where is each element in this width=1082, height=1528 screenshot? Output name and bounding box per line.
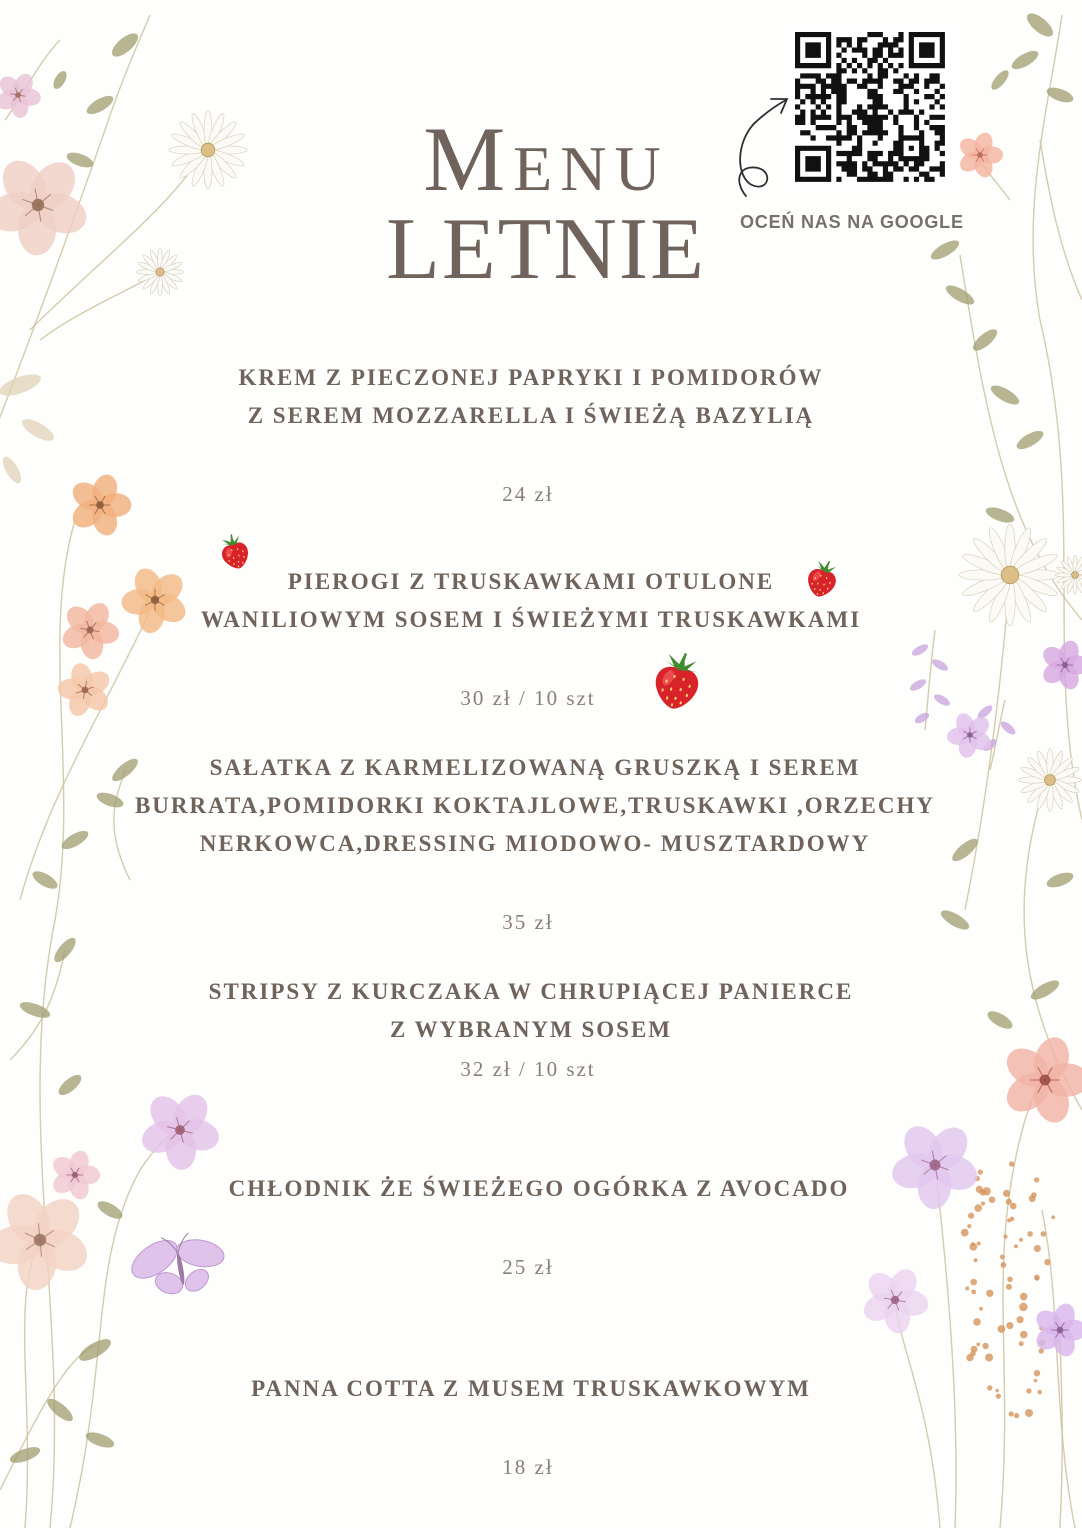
leaf [988,68,1011,93]
dried-sprig [1006,1322,1013,1329]
flower-center [15,92,21,98]
dried-sprig [1003,1235,1007,1239]
watercolor-flower [137,1088,222,1170]
dried-sprig [1014,1244,1018,1248]
leaf [1009,47,1041,72]
menu-item-name-line: Z WYBRANYM SOSEM [389,1017,673,1042]
menu-item-3-name [4,749,1066,863]
menu-item-name-line: NERKOWCA,DRESSING MIODOWO- MUSZTARDOWY [199,831,871,856]
menu-item-6-name [0,1370,1062,1408]
flower-center [1062,662,1068,668]
flower-center [175,1125,185,1135]
dried-sprig [1020,1331,1028,1339]
menu-item-2-name [0,563,1062,639]
watercolor-flower [0,70,42,119]
leaf [51,69,70,91]
dried-sprig [1020,1293,1028,1301]
menu-item-2-price: 30 zł / 10 szt [460,686,596,710]
dried-sprig [982,1343,988,1349]
leaf [910,642,930,658]
menu-item-1-price: 24 zł [502,482,554,506]
daisy-center [1072,572,1079,579]
dried-sprig [968,1213,974,1219]
menu-item-3-price: 35 zł [502,910,554,934]
review-google-label: OCEŃ NAS NA GOOGLE [740,212,964,232]
dried-sprig [973,1318,981,1326]
dried-sprig [1014,1413,1019,1418]
menu-item-name-line: Z SEREM MOZZARELLA I ŚWIEŻĄ BAZYLIĄ [247,403,815,428]
strawberry-stem [683,653,686,663]
dried-sprig [1041,1231,1047,1237]
menu-title: Menu [423,108,669,210]
dried-sprig [1019,1238,1023,1242]
menu-item-name-line: KREM Z PIECZONEJ PAPRYKI I POMIDORÓW [238,365,824,390]
flower-center [930,1160,941,1171]
dried-sprig [971,1242,975,1246]
menu-item-name-line: PIEROGI Z TRUSKAWKAMI OTULONE [287,569,775,594]
dried-sprig [986,1290,993,1297]
menu-item-name-line: BURRATA,POMIDORKI KOKTAJLOWE,TRUSKAWKI ,ORZECHY [134,793,936,818]
dried-sprig [1025,1409,1033,1417]
leaf [1023,9,1057,40]
dried-sprig [1019,1303,1027,1311]
flower-stem [895,1300,940,1528]
dried-sprig [971,1290,976,1295]
leaf [30,868,60,892]
dried-sprig [1051,1215,1055,1219]
menu-item-5-price: 25 zł [502,1255,554,1279]
menu-item-1-name [0,359,1062,435]
menu-item-4-name [0,973,1062,1049]
dried-sprig [967,1224,971,1228]
dried-sprig [965,1286,969,1290]
dried-sprig [985,1354,993,1362]
dried-sprig [998,1325,1006,1333]
dried-sprig [1009,1411,1014,1416]
dried-sprig [1019,1341,1024,1346]
flower-center [34,1234,46,1246]
dried-sprig [961,1229,969,1237]
leaf [1045,870,1075,891]
dried-sprig [976,1343,980,1347]
leaf [930,657,950,673]
menu-item-4-price: 32 zł / 10 szt [460,1057,596,1081]
menu-item-6-price: 18 zł [502,1455,554,1479]
menu-item-name-line: CHŁODNIK ŻE ŚWIEŻEGO OGÓRKA Z AVOCADO [228,1176,850,1201]
flower-center [967,732,973,738]
dried-sprig [970,1351,976,1357]
dried-sprig [979,1307,983,1311]
dried-sprig [1010,1217,1015,1222]
leaf [51,935,79,966]
menu-item-5-name [8,1170,1070,1208]
leaf [999,719,1018,737]
dried-sprig [1006,1284,1012,1290]
flower-center [891,1296,899,1304]
dried-sprig [1009,1161,1014,1166]
leaf [76,1335,114,1365]
menu-item-name-line: SAŁATKA Z KARMELIZOWANĄ GRUSZKĄ I SEREM [209,755,861,780]
dried-sprig [1017,1316,1024,1323]
menu-item-name-line: STRIPSY Z KURCZAKA W CHRUPIĄCEJ PANIERCE [208,979,854,1004]
dried-sprig [977,1242,981,1246]
menu-item-name-line: PANNA COTTA Z MUSEM TRUSKAWKOWYM [251,1376,811,1401]
flower-center [1057,1327,1064,1334]
dried-sprig [1027,1231,1033,1237]
menu-subtitle: LETNIE [386,201,706,298]
menu-item-name-line: WANILIOWYM SOSEM I ŚWIEŻYMI TRUSKAWKAMI [200,607,862,632]
